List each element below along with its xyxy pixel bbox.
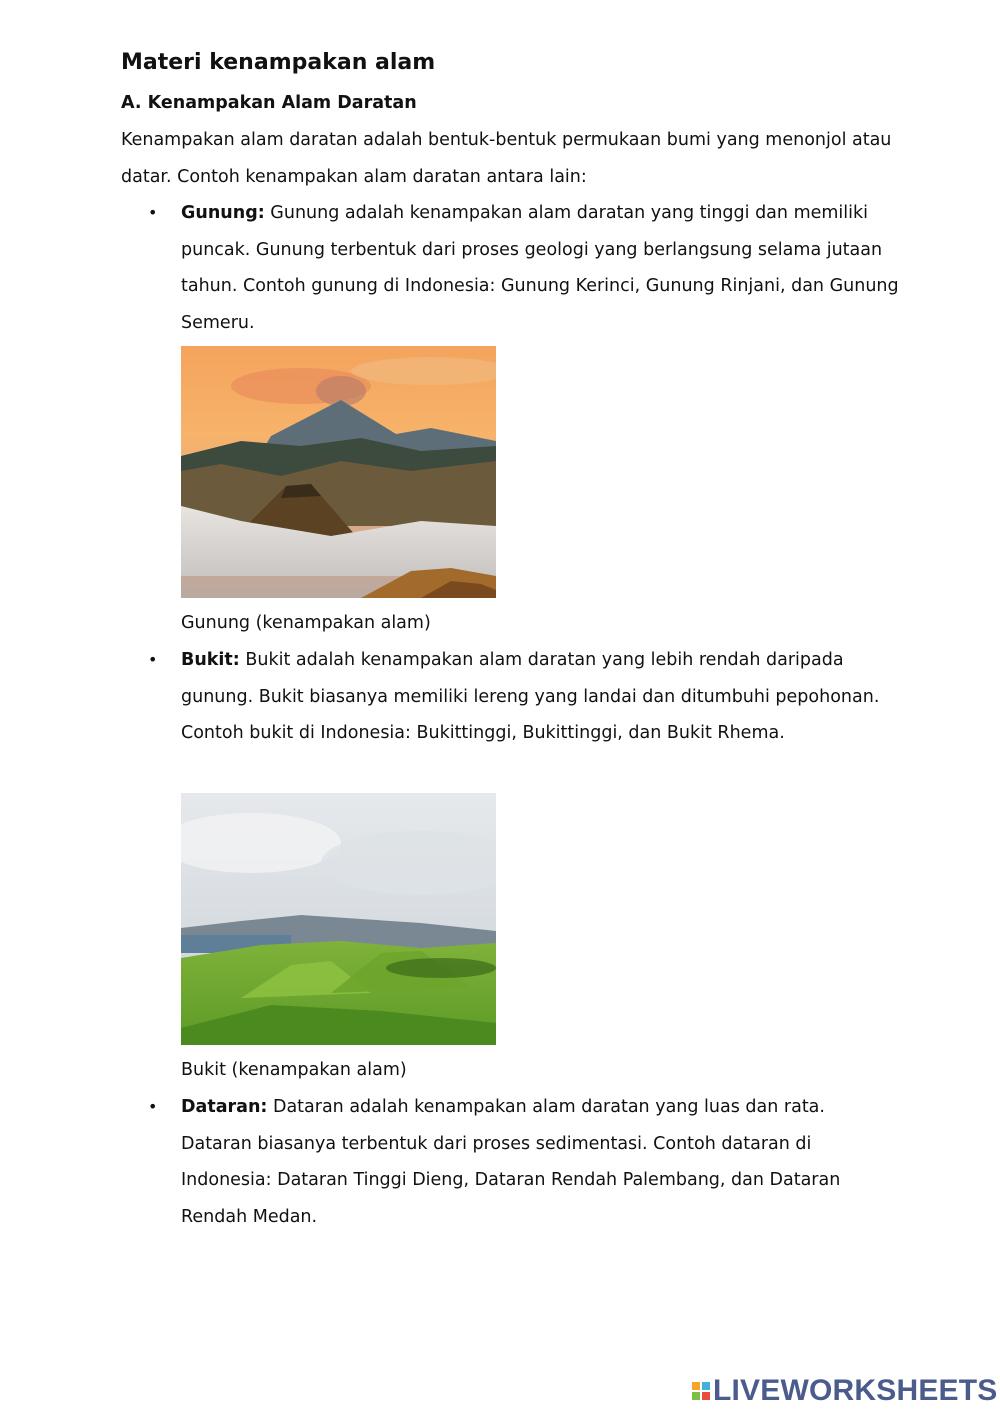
logo-block — [702, 1392, 710, 1400]
bullet-icon: • — [148, 1097, 158, 1116]
image-caption: Bukit (kenampakan alam) — [181, 1060, 407, 1080]
bullet-icon: • — [148, 203, 158, 222]
green-hills-photo — [181, 793, 496, 1045]
bullet-icon: • — [148, 650, 158, 669]
item-term: Bukit: — [181, 650, 240, 670]
image-caption: Gunung (kenampakan alam) — [181, 613, 431, 633]
item-term: Gunung: — [181, 203, 265, 223]
item-term: Dataran: — [181, 1097, 268, 1117]
liveworksheets-logo — [692, 1374, 998, 1408]
section-heading: A. Kenampakan Alam Daratan — [121, 93, 417, 113]
logo-text: LIVEWORKSHEETS — [713, 1374, 998, 1407]
list-item-gunung — [181, 195, 901, 341]
list-item-dataran — [181, 1089, 901, 1235]
item-description: Bukit adalah kenampakan alam daratan yang lebih rendah daripada gunung. Bukit biasanya memiliki lereng yang landai dan ditumbuhi pepohonan. Contoh bukit di Indonesia: Bukittinggi, Bukittinggi, dan Bukit Rhema. — [181, 650, 880, 743]
logo-block — [702, 1382, 710, 1390]
list-item-bukit — [181, 642, 901, 752]
item-description: Gunung adalah kenampakan alam daratan yang tinggi dan memiliki puncak. Gunung terbentuk dari proses geologi yang berlangsung selama jutaan tahun. Contoh gunung di Indonesia: Gunung Kerinci, Gunung Rinjani, dan Gunung Semeru. — [181, 203, 899, 333]
page-title: Materi kenampakan alam — [121, 50, 436, 75]
volcano-mountain-photo — [181, 346, 496, 598]
intro-paragraph: Kenampakan alam daratan adalah bentuk-bentuk permukaan bumi yang menonjol atau datar. Contoh kenampakan alam daratan antara lain: — [121, 130, 892, 187]
logo-block — [692, 1382, 700, 1390]
logo-mark-icon — [692, 1382, 710, 1400]
item-description: Dataran adalah kenampakan alam daratan yang luas dan rata. Dataran biasanya terbentuk dari proses sedimentasi. Contoh dataran di Indonesia: Dataran Tinggi Dieng, Dataran Rendah Palembang, dan Dataran Rendah Medan. — [181, 1097, 841, 1227]
logo-block — [692, 1392, 700, 1400]
